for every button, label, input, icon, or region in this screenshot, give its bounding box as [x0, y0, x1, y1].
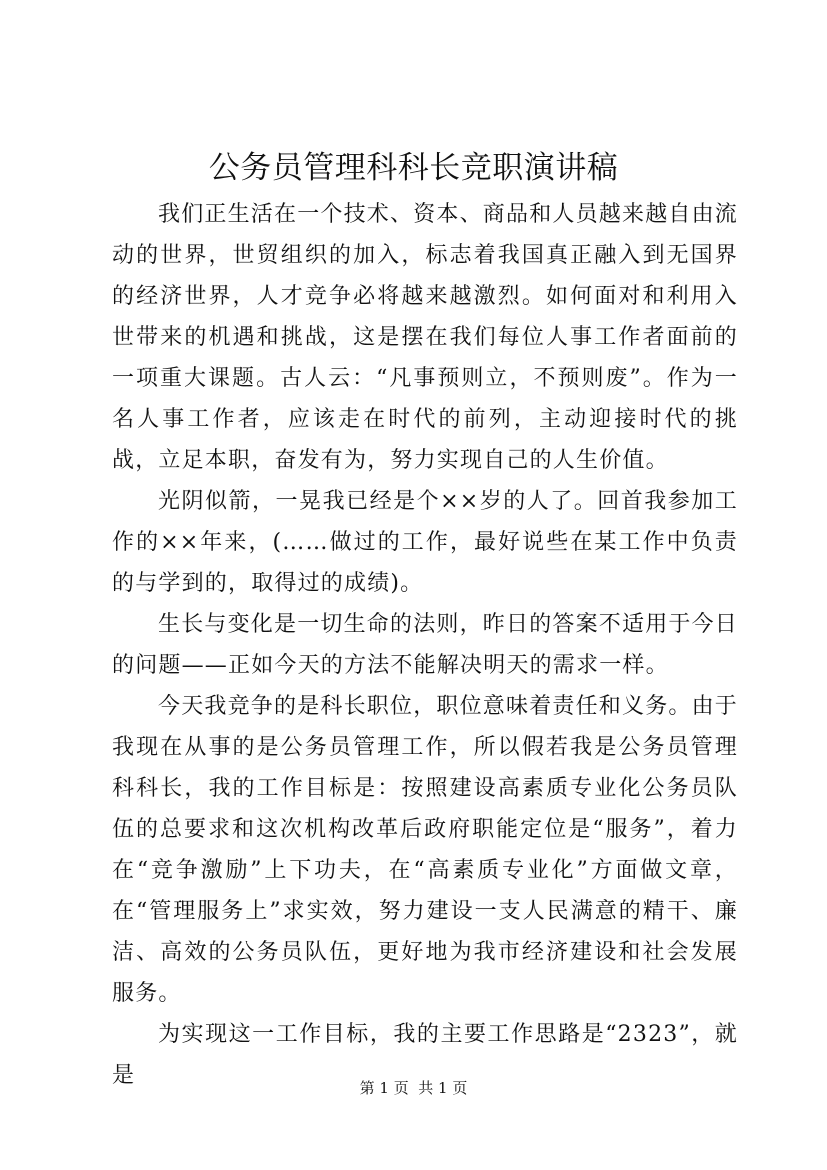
paragraph-5: 为实现这一工作目标，我的主要工作思路是“2323”，就是 — [112, 1022, 738, 1088]
page-number-label: 第 1 页 共 1 页 — [359, 1079, 468, 1097]
paragraph-2: 光阴似箭，一晃我已经是个××岁的人了。回首我参加工作的××年来，(……做过的工作，最好说些在某工作中负责的与学到的，取得过的成绩)。 — [112, 489, 738, 596]
paragraph-1: 我们正生活在一个技术、资本、商品和人员越来越自由流动的世界，世贸组织的加入，标志着我国真正融入到无国界的经济世界，人才竞争必将越来越激烈。如何面对和利用入世带来的机遇和挑战，这是摆在我们每位人事工作者面前的一项重大课题。古人云：“凡事预则立，不预则废”。作为一名人事工作者，应该走在时代的前列，主动迎接时代的挑战，立足本职，奋发有为，努力实现自己的人生价值。 — [112, 202, 739, 473]
page-footer — [0, 1078, 827, 1098]
document-body — [112, 194, 738, 1096]
document-title: 公务员管理科科长竞职演讲稿 — [208, 150, 619, 186]
paragraph-3: 生长与变化是一切生命的法则，昨日的答案不适用于今日的问题——正如今天的方法不能解决明天的需求一样。 — [112, 612, 739, 678]
paragraph-4: 今天我竞争的是科长职位，职位意味着责任和义务。由于我现在从事的是公务员管理工作，所以假若我是公务员管理科科长，我的工作目标是：按照建设高素质专业化公务员队伍的总要求和这次机构改革后政府职能定位是“服务”，着力在“竞争激励”上下功夫，在“高素质专业化”方面做文章，在“管理服务上”求实效，努力建设一支人民满意的精干、廉洁、高效的公务员队伍，更好地为我市经济建设和社会发展服务。 — [112, 694, 739, 1006]
